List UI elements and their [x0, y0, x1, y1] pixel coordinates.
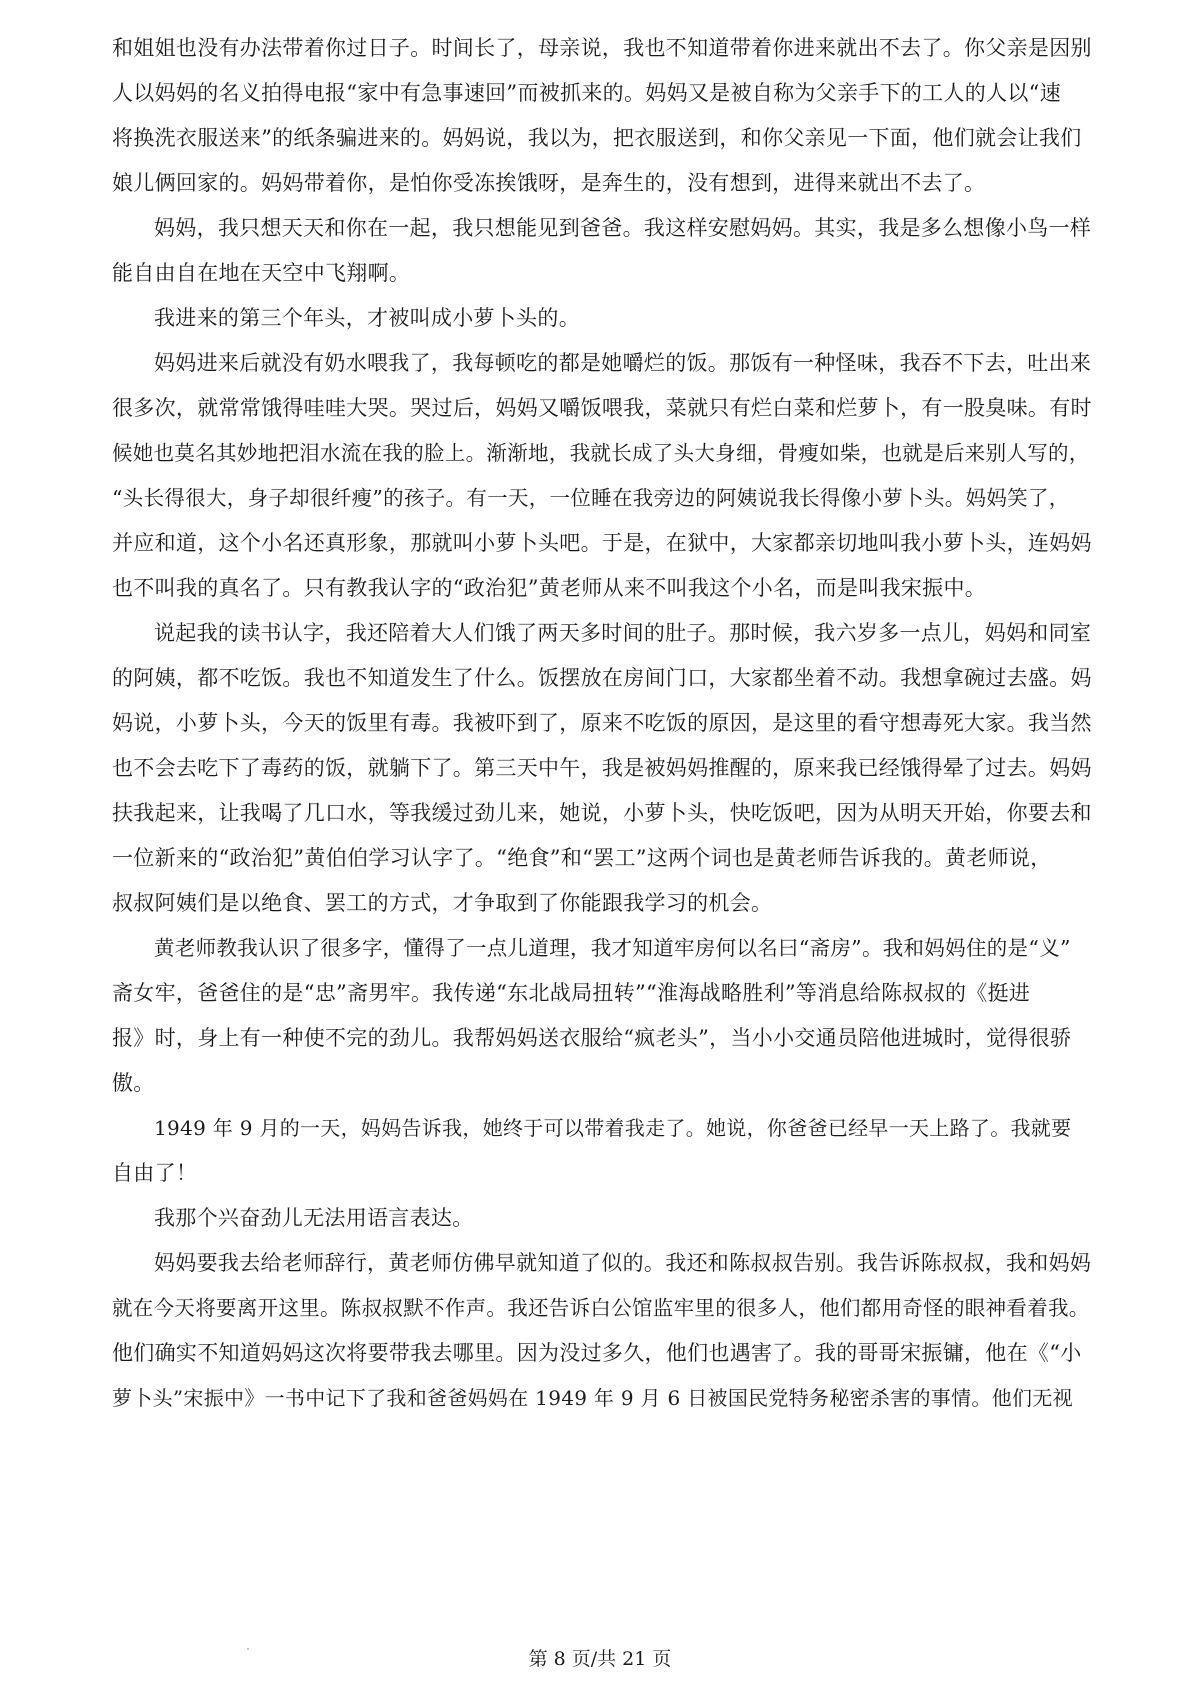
text-line: 也不会去吃下了毒药的饭，就躺下了。第三天中午，我是被妈妈推醒的，原来我已经饿得晕了过去。妈妈 [112, 756, 1092, 780]
text-line: 萝卜头”宋振中》一书中记下了我和爸爸妈妈在 1949 年 9 月 6 日被国民党特务秘密杀害的事情。他们无视 [112, 1386, 1073, 1410]
text-line: 扶我起来，让我喝了几口水，等我缓过劲儿来，她说，小萝卜头，快吃饭吧，因为从明天开始，你要去和 [112, 801, 1092, 825]
text-line: 他们确实不知道妈妈这次将要带我去哪里。因为没过多久，他们也遇害了。我的哥哥宋振镛，他在《“小 [112, 1341, 1082, 1365]
text-line: “头长得很大，身子却很纤瘦”的孩子。有一天，一位睡在我旁边的阿姨说我长得像小萝卜头。妈妈笑了， [112, 486, 1070, 510]
text-line: 也不叫我的真名了。只有教我认字的“政治犯”黄老师从来不叫我这个小名，而是叫我宋振中。 [112, 576, 987, 600]
text-line: 很多次，就常常饿得哇哇大哭。哭过后，妈妈又嚼饭喂我，菜就只有烂白菜和烂萝卜，有一股臭味。有时 [112, 396, 1092, 420]
text-line: 一位新来的“政治犯”黄伯伯学习认字了。“绝食”和“罢工”这两个词也是黄老师告诉我的。黄老师说， [112, 846, 1052, 870]
page-number: 第 8 页/共 21 页 [528, 1648, 672, 1670]
text-line: 我进来的第三个年头，才被叫成小萝卜头的。 [154, 306, 580, 330]
text-line: 1949 年 9 月的一天，妈妈告诉我，她终于可以带着我走了。她说，你爸爸已经早一天上路了。我就要 [154, 1116, 1072, 1140]
text-line: 傲。 [112, 1071, 155, 1095]
text-line: 并应和道，这个小名还真形象，那就叫小萝卜头吧。于是，在狱中，大家都亲切地叫我小萝卜头，连妈妈 [112, 531, 1092, 555]
text-line: 斋女牢，爸爸住的是“忠”斋男牢。我传递“东北战局扭转”“淮海战略胜利”等消息给陈叔叔的《挺进 [112, 981, 1031, 1005]
text-line: 人以妈妈的名义拍得电报“家中有急事速回”而被抓来的。妈妈又是被自称为父亲手下的工人的人以“速 [112, 81, 1062, 105]
text-line: 能自由自在地在天空中飞翔啊。 [112, 261, 411, 285]
text-line: 候她也莫名其妙地把泪水流在我的脸上。渐渐地，我就长成了头大身细，骨瘦如柴，也就是后来别人写的， [112, 441, 1090, 465]
text-line: 娘儿俩回家的。妈妈带着你，是怕你受冻挨饿呀，是奔生的，没有想到，进得来就出不去了。 [112, 171, 986, 195]
text-line: 妈妈，我只想天天和你在一起，我只想能见到爸爸。我这样安慰妈妈。其实，我是多么想像小鸟一样 [154, 216, 1092, 240]
text-line: 和姐姐也没有办法带着你过日子。时间长了，母亲说，我也不知道带着你进来就出不去了。你父亲是因别 [112, 36, 1092, 60]
text-line: 我那个兴奋劲儿无法用语言表达。 [154, 1206, 474, 1230]
text-line: 黄老师教我认识了很多字，懂得了一点儿道理，我才知道牢房何以名曰“斋房”。我和妈妈住的是“义” [154, 936, 1071, 960]
text-line: 就在今天将要离开这里。陈叔叔默不作声。我还告诉白公馆监牢里的很多人，他们都用奇怪的眼神看着我。 [112, 1296, 1090, 1320]
text-line: 妈说，小萝卜头，今天的饭里有毒。我被吓到了，原来不吃饭的原因，是这里的看守想毒死大家。我当然 [112, 711, 1092, 735]
text-line: 的阿姨，都不吃饭。我也不知道发生了什么。饭摆放在房间门口，大家都坐着不动。我想拿碗过去盛。妈 [112, 666, 1092, 690]
text-line: 自由了！ [112, 1161, 198, 1185]
text-line: 妈妈要我去给老师辞行，黄老师仿佛早就知道了似的。我还和陈叔叔告别。我告诉陈叔叔，我和妈妈 [154, 1251, 1092, 1275]
text-line: 妈妈进来后就没有奶水喂我了，我每顿吃的都是她嚼烂的饭。那饭有一种怪味，我吞不下去，吐出来 [154, 351, 1092, 375]
text-line: 说起我的读书认字，我还陪着大人们饿了两天多时间的肚子。那时候，我六岁多一点儿，妈妈和同室 [154, 621, 1092, 645]
text-line: 叔叔阿姨们是以绝食、罢工的方式，才争取到了你能跟我学习的机会。 [112, 891, 773, 915]
text-line: 将换洗衣服送来”的纸条骗进来的。妈妈说，我以为，把衣服送到，和你父亲见一下面，他们就会让我们 [112, 126, 1082, 150]
text-line: 报》时，身上有一种使不完的劲儿。我帮妈妈送衣服给“疯老头”，当小小交通员陪他进城时，觉得很骄 [112, 1026, 1072, 1050]
